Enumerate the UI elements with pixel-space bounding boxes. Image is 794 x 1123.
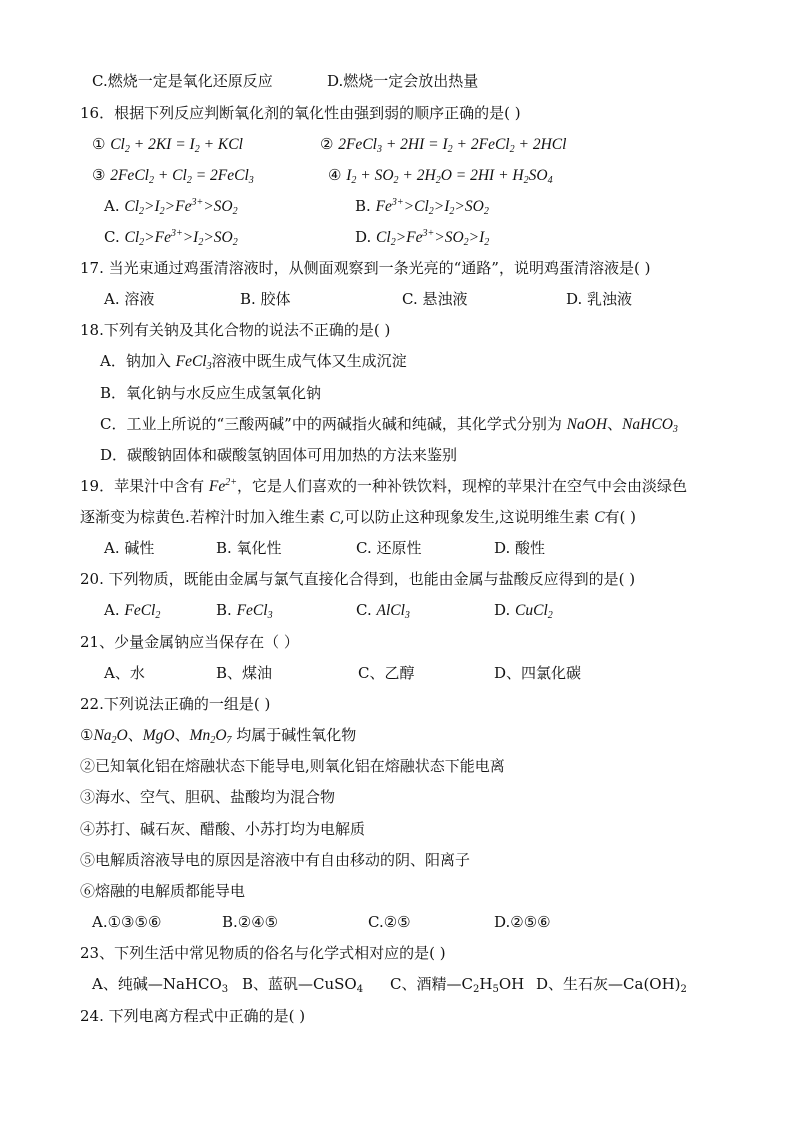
text-line (0, 411, 794, 437)
text-line (0, 131, 794, 157)
text-segment: A、水 (104, 664, 145, 682)
text-line (0, 971, 794, 997)
text-segment: A. FeCl$_2$ (104, 601, 161, 621)
text-line (0, 566, 794, 592)
text-segment: C、酒精$—C_2H_5OH$ (390, 975, 525, 995)
text-segment: D. $Cl_2>Fe^{3+}>SO_2>I_2$ (355, 228, 490, 248)
text-line (0, 629, 794, 655)
text-line (0, 753, 794, 779)
text-segment: 21、少量金属钠应当保存在（ ） (80, 633, 299, 651)
text-line (0, 784, 794, 810)
text-segment: D. 乳浊液 (566, 290, 633, 308)
text-segment: C. 悬浊液 (402, 290, 468, 308)
text-line (0, 100, 794, 126)
text-segment: C.②⑤ (368, 913, 411, 931)
text-segment: A. 溶液 (104, 290, 155, 308)
text-segment: 20. 下列物质，既能由金属与氯气直接化合得到，也能由金属与盐酸反应得到的是( ) (80, 570, 636, 588)
text-segment: C. 还原性 (356, 539, 422, 557)
text-segment: C．工业上所说的“三酸两碱”中的两碱指火碱和纯碱，其化学式分别为 NaOH、NaHCO$_3$ (100, 415, 678, 435)
text-line (0, 255, 794, 281)
text-segment: 16．根据下列反应判断氧化剂的氧化性由强到弱的顺序正确的是( ) (80, 104, 521, 122)
text-segment: ② 2FeCl$_3$ + $2HI = I_2$ + 2FeCl$_2$ + 2HCl (320, 135, 567, 155)
text-segment: ④苏打、碱石灰、醋酸、小苏打均为电解质 (80, 820, 366, 838)
text-segment: B. FeCl$_3$ (216, 601, 273, 621)
text-segment: D、生石灰$—Ca(OH)_2$ (536, 975, 687, 995)
text-segment: ③海水、空气、胆矾、盐酸均为混合物 (80, 788, 336, 806)
text-line (0, 878, 794, 904)
text-segment: B、煤油 (216, 664, 273, 682)
text-line (0, 286, 794, 312)
text-segment: D. 酸性 (494, 539, 546, 557)
text-line (0, 193, 794, 219)
text-line (0, 1003, 794, 1029)
text-segment: D. CuCl$_2$ (494, 601, 553, 621)
text-segment: D.燃烧一定会放出热量 (327, 72, 479, 90)
text-line (0, 847, 794, 873)
text-line (0, 940, 794, 966)
text-segment: ②已知氧化铝在熔融状态下能导电,则氧化铝在熔融状态下能电离 (80, 757, 505, 775)
text-segment: A．钠加入 FeCl$_3$溶液中既生成气体又生成沉淀 (100, 352, 407, 372)
text-segment: 逐渐变为棕黄色.若榨汁时加入维生素 C,可以防止这种现象发生,这说明维生素 C有( ) (80, 508, 637, 526)
text-line (0, 504, 794, 530)
text-line (0, 380, 794, 406)
text-segment: ⑥熔融的电解质都能导电 (80, 882, 246, 900)
text-segment: 22.下列说法正确的一组是( ) (80, 695, 271, 713)
text-segment: B. 氧化性 (216, 539, 282, 557)
text-segment: B.②④⑤ (222, 913, 279, 931)
text-segment: ⑤电解质溶液导电的原因是溶液中有自由移动的阴、阳离子 (80, 851, 471, 869)
text-segment: B．氧化钠与水反应生成氢氧化钠 (100, 384, 322, 402)
text-segment: 23、下列生活中常见物质的俗名与化学式相对应的是( ) (80, 944, 446, 962)
text-line (0, 691, 794, 717)
text-segment: ① $Cl_2 + 2KI = I_2$ + KCl (92, 135, 243, 155)
text-line (0, 597, 794, 623)
text-segment: ④ $I_2 + SO_2 + 2H_2O = 2HI + H_2SO_4$ (328, 166, 553, 186)
text-line (0, 224, 794, 250)
text-line (0, 660, 794, 686)
text-line (0, 909, 794, 935)
text-segment: ③ 2FeCl$_2$ + $Cl_2$ = 2FeCl$_3$ (92, 166, 254, 186)
text-segment: 19．苹果汁中含有 $Fe^{2+}$，它是人们喜欢的一种补铁饮料，现榨的苹果汁在空气中会由淡绿色 (80, 477, 687, 495)
text-segment: B. $Fe^{3+}>Cl_2>I_2>SO_2$ (355, 197, 489, 217)
text-segment: $①Na_2O$、MgO、$Mn_2O_7$ 均属于碱性氧化物 (80, 726, 357, 746)
text-segment: A. 碱性 (104, 539, 155, 557)
text-segment: 17. 当光束通过鸡蛋清溶液时，从侧面观察到一条光亮的“通路”，说明鸡蛋清溶液是( ) (80, 259, 651, 277)
text-line (0, 348, 794, 374)
text-line (0, 473, 794, 499)
text-segment: A、纯碱—NaHCO$_3$ (92, 975, 229, 995)
text-line (0, 442, 794, 468)
text-line (0, 816, 794, 842)
text-segment: C. $Cl_2>Fe^{3+}>I_2>SO_2$ (104, 228, 238, 248)
text-segment: C.燃烧一定是氧化还原反应 (92, 72, 273, 90)
text-segment: B、蓝矾—CuSO$_4$ (242, 975, 364, 995)
text-segment: D.②⑤⑥ (494, 913, 551, 931)
text-line (0, 535, 794, 561)
text-line (0, 162, 794, 188)
text-segment: C. AlCl$_3$ (356, 601, 410, 621)
text-line (0, 68, 794, 94)
text-segment: 18.下列有关钠及其化合物的说法不正确的是( ) (80, 321, 391, 339)
text-line (0, 317, 794, 343)
text-segment: D．碳酸钠固体和碳酸氢钠固体可用加热的方法来鉴别 (100, 446, 458, 464)
text-segment: B. 胶体 (240, 290, 291, 308)
text-segment: A.①③⑤⑥ (92, 913, 162, 931)
text-segment: 24. 下列电离方程式中正确的是( ) (80, 1007, 306, 1025)
text-segment: C、乙醇 (358, 664, 415, 682)
text-line (0, 722, 794, 748)
text-segment: D、四氯化碳 (494, 664, 582, 682)
text-segment: A. $Cl_2>I_2>Fe^{3+}>SO_2$ (104, 197, 238, 217)
